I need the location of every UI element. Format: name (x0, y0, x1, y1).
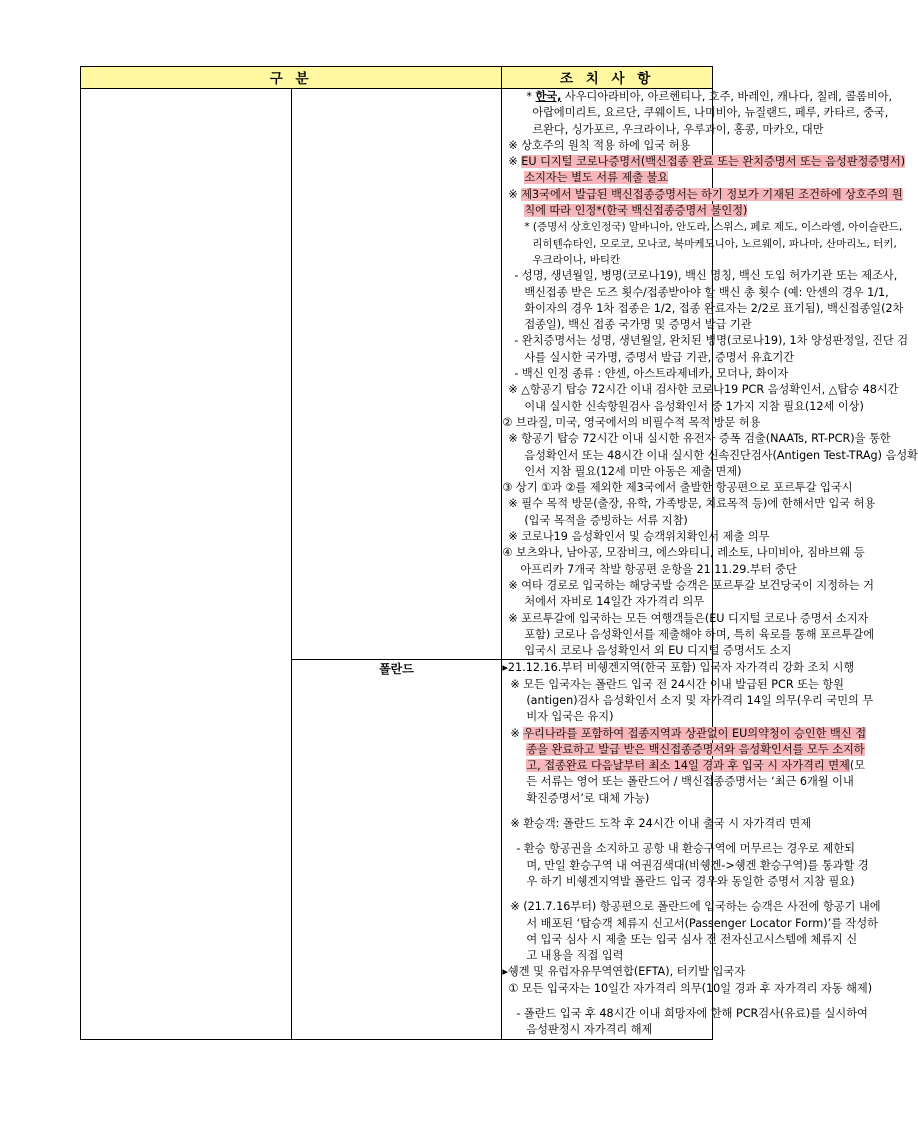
emphasized-text: 한국, (535, 90, 562, 103)
measure-line (502, 742, 865, 758)
line-text: 며, 만일 환승구역 내 여권검색대(비쉥겐->쉥겐 환승구역)를 통과할 경 (526, 858, 869, 872)
line-text: ※ 코로나19 음성확인서 및 승객위치확인서 제출 의무 (508, 530, 770, 544)
line-text: ※ (508, 155, 522, 169)
measure-line (502, 611, 869, 627)
measure-line (502, 1006, 868, 1022)
measure-line (502, 105, 889, 121)
country-cell-portugal (291, 89, 502, 660)
measures-cell-poland (502, 660, 881, 1039)
measure-line (502, 89, 893, 105)
measure-line (502, 399, 864, 415)
measure-line (502, 301, 904, 317)
line-text: - 폴란드 입국 후 48시간 이내 희망자에 한해 PCR검사(유료)를 실시하여 (516, 1007, 868, 1021)
line-text: 우 하기 비쉥겐지역발 폴란드 입국 경우와 동일한 증명서 지참 필요) (526, 874, 855, 888)
line-text: 이내 실시한 신속항원검사 음성확인서 중 1가지 지참 필요(12세 이상) (524, 399, 864, 413)
line-text: 백신접종 받은 도즈 횟수/접종받아야 할 백신 총 횟수 (예: 안센의 경우 1/1, (524, 285, 889, 299)
measure-line (502, 1022, 712, 1038)
measure-line (502, 513, 712, 529)
measure-line (502, 138, 712, 154)
measures-cell-portugal (502, 89, 918, 660)
measure-line (502, 333, 909, 349)
line-text: 아랍에미리트, 요르단, 쿠웨이트, 나미비아, 뉴질랜드, 페루, 카타르, 중국, (532, 106, 889, 120)
measure-line (502, 545, 865, 561)
poland-measure-lines (502, 660, 881, 1038)
highlighted-text: 우리나라를 포함하여 접종지역과 상관없이 EU의약청이 승인한 백신 접 (523, 726, 867, 740)
measure-line (502, 285, 889, 301)
line-gap (502, 832, 712, 841)
measure-line (502, 660, 855, 676)
measure-line (502, 791, 712, 807)
line-text: ③ 상기 ①과 ②를 제외한 제3국에서 출발한 항공편으로 포르투갈 입국시 (502, 481, 853, 495)
measure-line (502, 693, 874, 709)
measure-line (502, 236, 897, 252)
line-text: ① 모든 입국자는 10일간 자가격리 의무(10일 경과 후 자가격리 자동 해제) (508, 981, 873, 995)
line-text: 고 내용을 직접 입력 (526, 949, 624, 963)
line-text: ※ 상호주의 원칙 적용 하에 입국 허용 (508, 138, 691, 152)
measure-line (502, 154, 906, 170)
measure-line (502, 899, 881, 915)
line-text: 처에서 자비로 14일간 자가격리 의무 (524, 595, 705, 609)
measure-line (502, 366, 789, 382)
highlighted-text: 종을 완료하고 발급 받은 백신접종증명서와 음성확인서를 모두 소지하 (526, 742, 865, 756)
line-text: ※ (508, 187, 522, 201)
line-text: - 성명, 생년월일, 병명(코로나19), 백신 명칭, 백신 도입 허가기관 또는 제조사, (514, 269, 898, 283)
line-text: ※ 환승객: 폴란드 도착 후 24시간 이내 출국 시 자가격리 면제 (510, 817, 812, 831)
measure-line (502, 562, 797, 578)
measure-line (502, 578, 874, 594)
line-text: 리히텐슈타인, 모로코, 모나코, 북마케도니아, 노르웨이, 파나마, 산마리노, 터키, (532, 237, 897, 250)
highlighted-text: EU 디지털 코로나증명서(백신접종 완료 또는 완치증명서 또는 음성판정증명서) (521, 155, 906, 169)
line-text: 음성판정시 자가격리 해제 (526, 1023, 653, 1037)
measure-line (502, 382, 899, 398)
line-text: ※ 여타 경로로 입국하는 해당국발 승객은 포르투갈 보건당국이 지정하는 거 (508, 578, 874, 592)
line-text: * (526, 90, 536, 103)
measure-line (502, 627, 875, 643)
measure-line (502, 203, 748, 219)
measure-line (502, 643, 792, 659)
country-cell-poland: 폴란드 (291, 660, 502, 1039)
line-text: ※ 항공기 탑승 72시간 이내 실시한 유전자 증폭 검출(NAATs, RT-PCR)을 통한 (508, 432, 891, 446)
measure-line (502, 758, 866, 774)
line-text: ▸쉥겐 및 유럽자유무역연합(EFTA), 터키발 입국자 (502, 965, 746, 979)
measure-line (502, 448, 918, 464)
line-text: ※ 포르투갈에 입국하는 모든 여행객들은(EU 디지털 코로나 증명서 소지자 (508, 611, 869, 625)
portugal-row (81, 89, 713, 660)
measure-line (502, 774, 854, 790)
highlighted-text: 칙에 따라 인정*(한국 백신접종증명서 불인정) (524, 204, 748, 218)
measure-line (502, 529, 770, 545)
line-text: 입국시 코로나 음성확인서 외 EU 디지털 증명서도 소지 (524, 644, 792, 658)
measure-line (502, 268, 898, 284)
group-cell (81, 89, 292, 1040)
line-text: 르완다, 싱가포르, 우크라이나, 우루과이, 홍콩, 마카오, 대만 (532, 122, 824, 136)
measure-line (502, 874, 855, 890)
measure-line (502, 594, 712, 610)
line-text: ② 브라질, 미국, 영국에서의 비필수적 목적 방문 허용 (502, 415, 761, 429)
line-text: 든 서류는 영어 또는 폴란드어 / 백신접종증명서는 ‘최근 6개월 이내 (526, 775, 854, 789)
line-text: ▸21.12.16.부터 비쉥겐지역(한국 포함) 입국자 자가격리 강화 조치 시행 (502, 661, 855, 675)
line-text: ※ 필수 목적 방문(출장, 유학, 가족방문, 치료목적 등)에 한해서만 입국 허용 (508, 497, 876, 511)
measure-line (502, 916, 878, 932)
measure-line (502, 170, 712, 186)
line-text: 확진증명서’로 대체 가능) (526, 791, 650, 805)
line-text: ④ 보츠와나, 남아공, 모잠비크, 에스와티니, 레소토, 나미비아, 짐바브웨 등 (502, 546, 865, 560)
measures-table (80, 66, 918, 1040)
line-gap (502, 807, 712, 816)
measure-line (502, 726, 867, 742)
line-text: 사우디아라비아, 아르헨티나, 호주, 바레인, 캐나다, 칠레, 콜롬비아, (561, 90, 893, 103)
measure-line (502, 677, 844, 693)
measure-line (502, 431, 891, 447)
line-text: - 백신 인정 종류 : 얀센, 아스트라제네카, 모더나, 화이자 (514, 367, 789, 381)
measure-line (502, 858, 869, 874)
line-text: 서 배포된 ‘탑승객 체류지 신고서(Passenger Locator Form)’를 작성하 (526, 916, 878, 930)
line-text: (antigen)검사 음성확인서 소지 및 자가격리 14일 의무(우리 국민의 무 (526, 693, 874, 707)
line-text: 인서 지참 필요(12세 미만 아동은 제출 면제) (524, 464, 742, 478)
highlighted-text: 소지자는 별도 서류 제출 불요 (524, 171, 669, 185)
line-text: (입국 목적을 증빙하는 서류 지참) (524, 513, 688, 527)
line-text: ※ △항공기 탑승 72시간 이내 검사한 코로나19 PCR 음성확인서, △탑승 48시간 (508, 383, 899, 397)
line-text: (모 (849, 759, 866, 773)
line-text: 비자 입국은 유지) (526, 710, 614, 724)
line-text: - 환승 항공권을 소지하고 공항 내 환승구역에 머무르는 경우로 제한되 (516, 842, 855, 856)
measure-line (502, 187, 903, 203)
line-gap (502, 997, 712, 1006)
measure-line (502, 350, 795, 366)
line-text: - 완치증명서는 성명, 생년월일, 완치된 병명(코로나19), 1차 양성판정일, 진단 검 (514, 334, 909, 348)
measure-line (502, 948, 712, 964)
measure-line (502, 480, 853, 496)
portugal-measure-lines (502, 89, 918, 659)
line-text: 음성확인서 또는 48시간 이내 실시한 신속진단검사(Antigen Test-TRAg) 음성확 (524, 448, 918, 462)
measure-line (502, 219, 903, 235)
header-measures: 조 치 사 항 (502, 67, 713, 89)
measure-line (502, 709, 712, 725)
line-text: ※ (510, 726, 524, 740)
measure-line (502, 932, 858, 948)
line-text: 화이자의 경우 1차 접종은 1/2, 접종 완료자는 2/2로 표기됨), 백신접종일(2차 (524, 301, 904, 315)
header-category: 구 분 (81, 67, 502, 89)
line-gap (502, 890, 712, 899)
line-text: 아프리카 7개국 착발 항공편 운항을 21.11.29.부터 중단 (520, 562, 797, 576)
highlighted-text: 고, 접종완료 다음날부터 최소 14일 경과 후 입국 시 자가격리 면제 (526, 759, 850, 773)
measure-line (502, 415, 761, 431)
measure-line (502, 981, 873, 997)
measure-line (502, 122, 824, 138)
measure-line (502, 964, 746, 980)
line-text: 접종일), 백신 접종 국가명 및 증명서 발급 기관 (524, 318, 752, 332)
measure-line (502, 496, 876, 512)
table-header-row (81, 67, 713, 89)
line-text: 여 입국 심사 시 제출 또는 입국 심사 전 전자신고시스템에 체류지 신 (526, 932, 858, 946)
highlighted-text: 제3국에서 발급된 백신접종증명서는 하기 정보가 기재된 조건하에 상호주의 원 (521, 187, 903, 201)
measure-line (502, 464, 742, 480)
measure-line (502, 841, 855, 857)
line-text: ※ 모든 입국자는 폴란드 입국 전 24시간 이내 발급된 PCR 또는 항원 (510, 677, 844, 691)
measure-line (502, 816, 812, 832)
line-text: 우크라이나, 바티칸 (532, 253, 621, 266)
measure-line (502, 252, 712, 268)
line-text: ※ (21.7.16부터) 항공편으로 폴란드에 입국하는 승객은 사전에 항공기 내에 (510, 900, 881, 914)
line-text: 사를 실시한 국가명, 증명서 발급 기관, 증명서 유효기간 (524, 350, 795, 364)
measure-line (502, 317, 752, 333)
line-text: * (증명서 상호인정국) 알바니아, 안도라, 스위스, 페로 제도, 이스라엘, 아이슬란드, (524, 221, 903, 234)
line-text: 포함) 코로나 음성확인서를 제출해야 하며, 특히 육로를 통해 포르투갈에 (524, 627, 875, 641)
